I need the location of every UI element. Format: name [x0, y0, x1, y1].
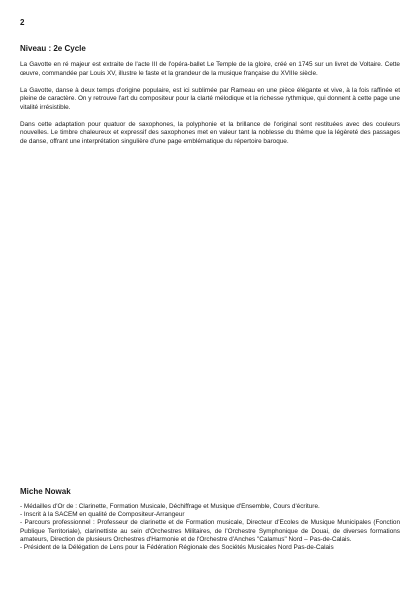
level-heading: Niveau : 2e Cycle [20, 44, 86, 53]
intro-paragraph: La Gavotte en ré majeur est extraite de l'acte III de l'opéra-ballet Le Temple de la gloire, créé en 1745 sur un livret de Voltaire. Cette œuvre, commandée par Louis XV, illustre le faste et la grandeur de la musique française du XVIIIe siècle. [20, 61, 400, 77]
intro-paragraph: Dans cette adaptation pour quatuor de saxophones, la polyphonie et la brillance de l'original sont restituées avec des couleurs nouvelles. Le timbre chaleureux et expressif des saxophones met en valeur tant la noblesse du thème que la légèreté des passages de danse, offrant une interprétation singulière d'une page emblématique du répertoire baroque. [20, 120, 400, 145]
intro-paragraph: La Gavotte, danse à deux temps d'origine populaire, est ici sublimée par Rameau en une pièce élégante et vive, à la fois raffinée et pleine de caractère. On y retrouve l'art du compositeur pour la clarté mélodique et la richesse rythmique, qui donnent à cette page une vitalité irrésistible. [20, 86, 400, 111]
bio-item: - Inscrit à la SACEM en qualité de Compositeur-Arrangeur [20, 511, 185, 519]
bio-item: - Médailles d'Or de : Clarinette, Formation Musicale, Déchiffrage et Musique d'Ensemble, Cours d'écriture. [20, 503, 320, 510]
bio-item: - Président de la Délégation de Lens pour la Fédération Régionale des Sociétés Musicales Nord Pas-de-Calais [20, 544, 334, 552]
page-number: 2 [20, 18, 25, 27]
intro-text [20, 61, 400, 155]
bio-item: - Parcours professionnel : Professeur de clarinette et de Formation musicale, Directeur d'Ecoles de Musique Municipales (Fonction Publique Territoriale), clarinettiste au sein d'Orchestres Militaires, de l'Orchestre Symphonique de Douai, de diverses formations amateurs, Direction de plusieurs Orchestres d'Harmonie et de l'Orchestre d'Anches "Calamus" Nord – Pas-de-Calais. [20, 519, 400, 543]
composer-name: Miche Nowak [20, 487, 71, 496]
bio-list [20, 503, 400, 552]
